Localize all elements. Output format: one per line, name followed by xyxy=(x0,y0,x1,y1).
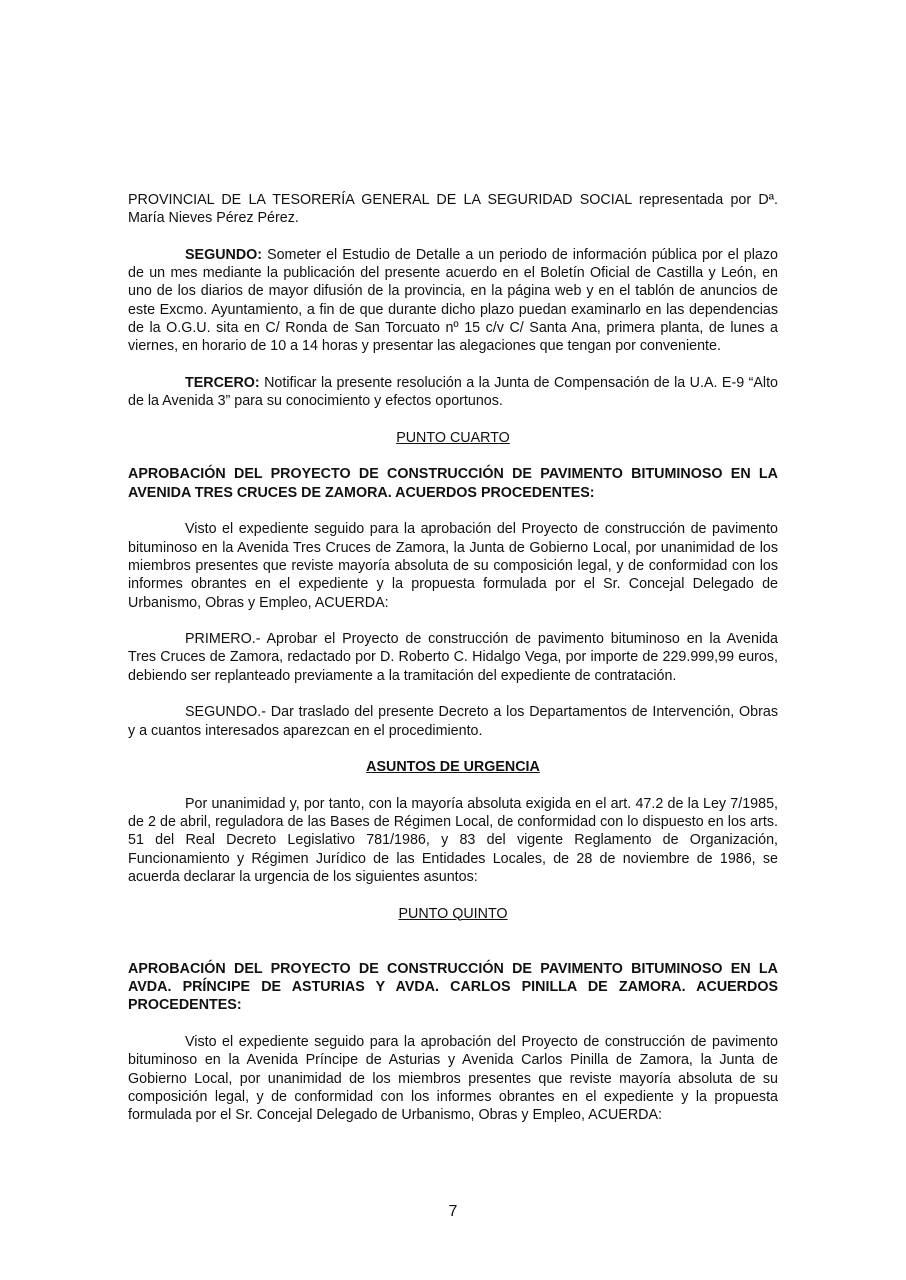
section-heading-punto-cuarto-text: PUNTO CUARTO xyxy=(396,429,510,446)
heading-aprobacion-principe-asturias: APROBACIÓN DEL PROYECTO DE CONSTRUCCIÓN DE PAVIMENTO BITUMINOSO EN LA AVDA. PRÍNCIPE DE ASTURIAS Y AVDA. CARLOS PINILLA DE ZAMORA. ACUERDOS PROCEDENTES: xyxy=(128,960,778,1014)
paragraph-visto-tres-cruces: Visto el expediente seguido para la aprobación del Proyecto de construcción de pavimento bituminoso en la Avenida Tres Cruces de Zamora, la Junta de Gobierno Local, por unanimidad de los miembros presentes que reviste mayoría absoluta de su composición legal, y de conformidad con los informes obrantes en el expediente y la propuesta formulada por el Sr. Concejal Delegado de Urbanismo, Obras y Empleo, ACUERDA: xyxy=(128,521,778,611)
paragraph-visto-principe-asturias: Visto el expediente seguido para la aprobación del Proyecto de construcción de pavimento bituminoso en la Avenida Príncipe de Asturias y Avenida Carlos Pinilla de Zamora, la Junta de Gobierno Local, por unanimidad de los miembros presentes que reviste mayoría absoluta de su composición legal, y de conformidad con los informes obrantes en el expediente y la propuesta formulada por el Sr. Concejal Delegado de Urbanismo, Obras y Empleo, ACUERDA: xyxy=(128,1034,778,1124)
paragraph-segundo-lead: SEGUNDO: xyxy=(185,246,263,263)
section-heading-asuntos-urgencia-text: ASUNTOS DE URGENCIA xyxy=(366,759,540,776)
paragraph-tercero-resolution xyxy=(128,374,778,411)
section-heading-punto-quinto xyxy=(128,905,778,923)
document-content xyxy=(128,191,778,1143)
section-heading-punto-quinto-text: PUNTO QUINTO xyxy=(398,905,508,922)
paragraph-tercero-lead: TERCERO: xyxy=(185,374,260,391)
heading-aprobacion-tres-cruces: APROBACIÓN DEL PROYECTO DE CONSTRUCCIÓN DE PAVIMENTO BITUMINOSO EN LA AVENIDA TRES CRUCES DE ZAMORA. ACUERDOS PROCEDENTES: xyxy=(128,466,778,501)
paragraph-segundo-traslado: SEGUNDO.- Dar traslado del presente Decreto a los Departamentos de Intervención, Obras y a cuantos interesados aparezcan en el procedimiento. xyxy=(128,704,778,739)
paragraph-primero-aprobar: PRIMERO.- Aprobar el Proyecto de construcción de pavimento bituminoso en la Avenida Tres Cruces de Zamora, redactado por D. Roberto C. Hidalgo Vega, por importe de 229.999,99 euros, debiendo ser replanteado previamente a la tramitación del expediente de contratación. xyxy=(128,631,778,684)
paragraph-segundo-text: Someter el Estudio de Detalle a un periodo de información pública por el plazo de un mes mediante la publicación del presente acuerdo en el Boletín Oficial de Castilla y León, en uno de los diarios de mayor difusión de la provincia, en la página web y en el tablón de anuncios de este Excmo. Ayuntamiento, a fin de que durante dicho plazo puedan examinarlo en las dependencias de la O.G.U. sita en C/ Ronda de San Torcuato nº 15 c/v C/ Santa Ana, primera planta, de lunes a viernes, en horario de 10 a 14 horas y presentar las alegaciones que tengan por conveniente. xyxy=(128,246,778,355)
page-number: 7 xyxy=(448,1203,458,1220)
section-heading-punto-cuarto xyxy=(128,429,778,447)
paragraph-provincial-continuation: PROVINCIAL DE LA TESORERÍA GENERAL DE LA SEGURIDAD SOCIAL representada por Dª. María Nieves Pérez Pérez. xyxy=(128,192,778,227)
section-heading-asuntos-urgencia xyxy=(128,758,778,776)
paragraph-tercero-text: Notificar la presente resolución a la Junta de Compensación de la U.A. E-9 “Alto de la Avenida 3” para su conocimiento y efectos oportunos. xyxy=(128,374,778,410)
paragraph-segundo-resolution xyxy=(128,246,778,356)
paragraph-por-unanimidad: Por unanimidad y, por tanto, con la mayoría absoluta exigida en el art. 47.2 de la Ley 7/1985, de 2 de abril, reguladora de las Bases de Régimen Local, de conformidad con lo dispuesto en los arts. 51 del Real Decreto Legislativo 781/1986, y 83 del vigente Reglamento de Organización, Funcionamiento y Régimen Jurídico de las Entidades Locales, de 28 de noviembre de 1986, se acuerda declarar la urgencia de los siguientes asuntos: xyxy=(128,795,778,885)
